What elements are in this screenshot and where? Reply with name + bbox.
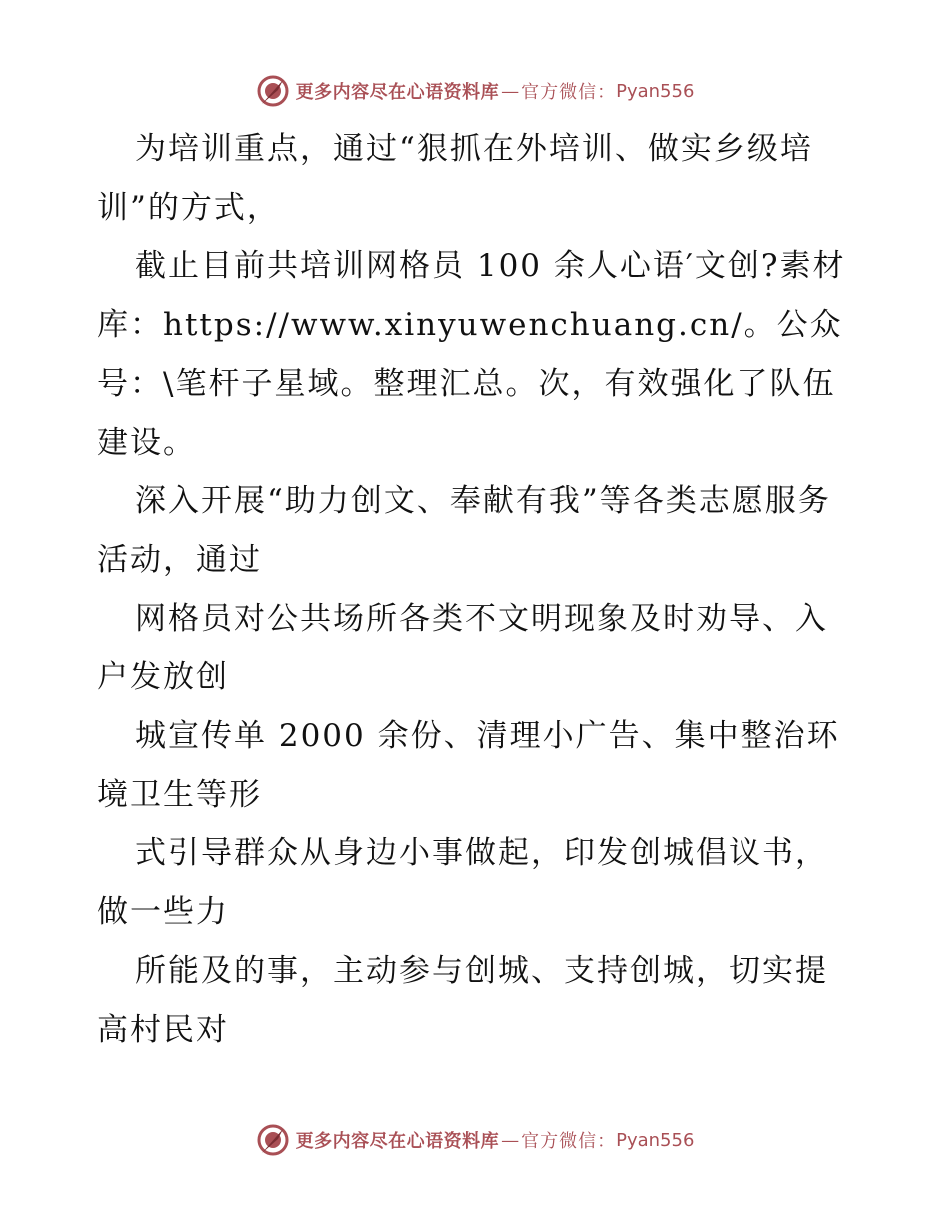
footer-watermark-banner (0, 1120, 950, 1160)
banner-main-text: 更多内容尽在心语资料库 (295, 1131, 500, 1152)
banner-main-text: 更多内容尽在心语资料库 (295, 82, 500, 103)
paragraph: 为培训重点，通过“狠抓在外培训、做实乡级培训”的方式， (97, 131, 813, 226)
banner-wechat-label: 官方微信： (521, 1131, 617, 1152)
document-body (97, 120, 857, 1059)
banner-wechat-label: 官方微信： (521, 82, 617, 103)
quill-logo-icon (256, 1123, 290, 1157)
paragraph: 城宣传单 2000 余份、清理小广告、集中整治环境卫生等形 (97, 718, 840, 813)
banner-dash: — (501, 1129, 520, 1151)
banner-wechat-id: Pyan556 (616, 80, 695, 102)
paragraph: 网格员对公共场所各类不文明现象及时劝导、入户发放创 (97, 600, 828, 696)
banner-dash: — (501, 80, 520, 102)
header-watermark-banner (0, 71, 950, 111)
paragraph: 截止目前共培训网格员 100 余人心语′文创?素材库：https://www.xinyuwenchuang.cn/。公众号：\笔杆子星域。整理汇总。次，有效强化了队伍建设。 (97, 248, 846, 461)
paragraph: 式引导群众从身边小事做起，印发创城倡议书，做一些力 (97, 835, 828, 931)
paragraph: 深入开展“助力创文、奉献有我”等各类志愿服务活动，通过 (97, 483, 831, 578)
quill-logo-icon (256, 74, 290, 108)
banner-wechat-id: Pyan556 (616, 1129, 695, 1151)
paragraph: 所能及的事，主动参与创城、支持创城，切实提高村民对 (97, 952, 828, 1048)
